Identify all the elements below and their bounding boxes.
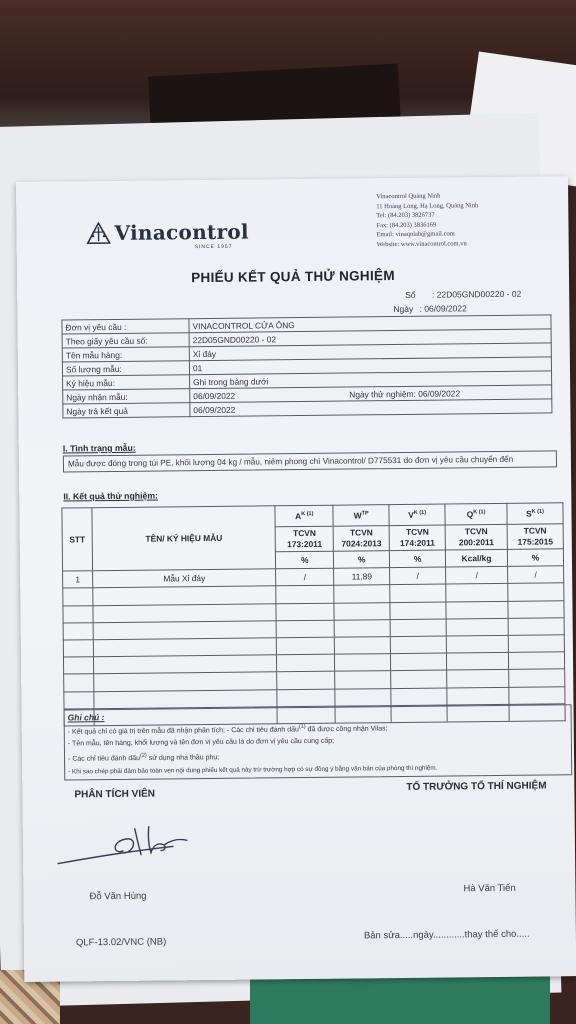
revision-note: Bản sửa.....ngày............thay thế cho..... (363, 928, 530, 942)
param-symbol: S (526, 508, 532, 519)
analyst-title: PHÂN TÍCH VIÊN (74, 788, 156, 801)
unit-cell: % (334, 551, 390, 569)
unit-cell: % (507, 549, 563, 567)
note-sup: (1) (298, 723, 306, 731)
test-date-value: 06/09/2022 (418, 387, 461, 399)
standard-code: 174:2011 (399, 537, 435, 548)
report-date-value: : 06/09/2022 (419, 303, 467, 314)
company-address (376, 191, 479, 250)
results-table (61, 502, 565, 726)
standard-code: 200:2011 (458, 537, 494, 548)
info-value: 01 (189, 357, 551, 375)
info-label: Số lượng mẫu: (62, 361, 189, 376)
value-cell: / (276, 568, 334, 586)
address-line: Tel: (84.203) 3826737 (376, 211, 435, 220)
unit-cell: % (276, 551, 334, 569)
standard-code: 173:2011 (287, 538, 323, 550)
info-label: Ngày trả kết quả (63, 403, 190, 418)
analyst-name: Đỗ Văn Hùng (89, 890, 147, 903)
info-value: Ghi trong bảng dưới (190, 371, 552, 389)
param-header (445, 503, 507, 525)
param-symbol: V (408, 509, 414, 520)
report-date (393, 303, 467, 314)
address-line: Website: www.vinacontrol.com.vn (376, 240, 467, 249)
standard-name: TCVN (405, 526, 429, 537)
info-label: Tên mẫu hàng: (62, 347, 189, 362)
param-sup: K (1) (301, 511, 314, 518)
param-sup: K (1) (531, 508, 544, 515)
value-cell: / (390, 567, 446, 585)
param-header (389, 504, 445, 526)
address-line: Email: vinaqnlab@gmail.com (376, 230, 455, 239)
report-title: PHIẾU KẾT QUẢ THỬ NGHIỆM (191, 268, 395, 286)
info-value: Xỉ đáy (189, 343, 551, 361)
param-header (275, 505, 333, 527)
standard-name: TCVN (349, 527, 373, 538)
address-line: Fax: (84.203) 3836169 (376, 221, 437, 230)
info-value: VINACONTROL CỬA ÔNG (189, 315, 551, 333)
note-line: - Khi sao chép phải đảm bảo toàn vẹn nội dung phiếu kết quả này trừ trường hợp có sự đồng ý bằng văn bản của phòng thí nghiệm. (68, 764, 438, 776)
standard-name: TCVN (293, 527, 316, 539)
vinacontrol-logo (86, 219, 250, 251)
notes-title: Ghi chú : (67, 712, 105, 723)
info-value: 06/09/2022 (190, 399, 552, 417)
standard-code: 175:2015 (517, 536, 554, 547)
info-label: Đơn vị yêu cầu : (62, 319, 189, 334)
note-text: - Các chỉ tiêu đánh dấu (68, 755, 141, 764)
logo-since: SINCE 1957 (194, 243, 233, 251)
value-cell: / (508, 566, 564, 584)
param-sup: K (1) (473, 509, 486, 516)
lab-head-title: TỔ TRƯỞNG TỔ THÍ NGHIỆM (406, 780, 547, 793)
sample-status-text: Mẫu được đóng trong túi PE, khối lượng 04 kg / mẫu, niêm phong chì Vinacontrol/ D775531 do đơn vị yêu cầu chuyển đến (63, 450, 557, 472)
standard-name: TCVN (523, 525, 547, 536)
address-line: Vinacontrol Quảng Ninh (376, 192, 441, 201)
value-cell: 11,89 (334, 568, 390, 586)
sample-info-table (61, 314, 552, 418)
stt-header: STT (62, 508, 93, 571)
unit-cell: % (390, 550, 446, 568)
form-code: QLF-13.02/VNC (NB) (75, 936, 167, 949)
sample-name-header: TÊN/ KÝ HIỆU MẪU (92, 506, 276, 571)
info-label: Ký hiệu mẫu: (63, 375, 190, 390)
test-date-label: Ngày thử nghiệm: (349, 388, 416, 400)
value-cell: / (446, 567, 508, 585)
standard-cell (275, 526, 333, 552)
lab-head-name: Hà Văn Tiến (463, 882, 516, 895)
info-label: Theo giấy yêu cầu số: (62, 333, 189, 348)
param-sup: K (1) (413, 509, 427, 517)
standard-cell (445, 524, 507, 550)
section-sample-status-title: I. Tình trạng mẫu: (62, 442, 136, 454)
info-value: 22D05GND00220 - 02 (189, 329, 551, 347)
note-sup: (2) (139, 752, 147, 760)
report-number (405, 289, 521, 300)
note-line: - Tên mẫu, tên hàng, khối lượng và tên đơn vị yêu cầu là do đơn vị yêu cầu cung cấp; (67, 738, 335, 748)
note-text: - Kết quả chỉ có giá trị trên mẫu đã nhận phân tích; - Các chỉ tiêu đánh dấu (67, 726, 299, 736)
param-symbol: Q (466, 509, 474, 520)
stt-cell: 1 (63, 571, 93, 589)
param-header (333, 505, 389, 527)
unit-cell: Kcal/kg (445, 549, 507, 567)
report-number-label: Số (405, 289, 416, 300)
info-value: 06/09/2022 (190, 387, 347, 403)
sample-name-cell: Mẫu Xỉ đáy (93, 569, 277, 588)
param-sup: TP (361, 510, 369, 517)
param-header (507, 503, 563, 525)
analyst-signature (53, 810, 224, 872)
info-label: Ngày nhận mẫu: (63, 389, 190, 404)
logo-text: Vinacontrol (114, 219, 250, 245)
address-line: 11 Hoàng Long, Hạ Long, Quảng Ninh (376, 201, 479, 210)
report-date-label: Ngày (393, 303, 414, 315)
standard-cell (507, 524, 563, 550)
test-report-page (16, 176, 576, 982)
section-results-title: II. Kết quả thử nghiệm: (63, 490, 158, 502)
notes-box (64, 704, 573, 780)
note-text: sử dụng nhà thầu phụ; (148, 754, 220, 763)
standard-cell (389, 525, 445, 551)
report-number-value: : 22D05GND00220 - 02 (431, 288, 522, 300)
standard-name: TCVN (464, 526, 488, 537)
scale-logo-icon (86, 222, 110, 244)
note-text: đã được công nhận Vilas; (307, 725, 388, 734)
param-symbol: W (353, 510, 362, 521)
standard-code: 7024:2013 (341, 538, 382, 549)
standard-cell (333, 526, 389, 552)
param-symbol: A (295, 511, 302, 522)
